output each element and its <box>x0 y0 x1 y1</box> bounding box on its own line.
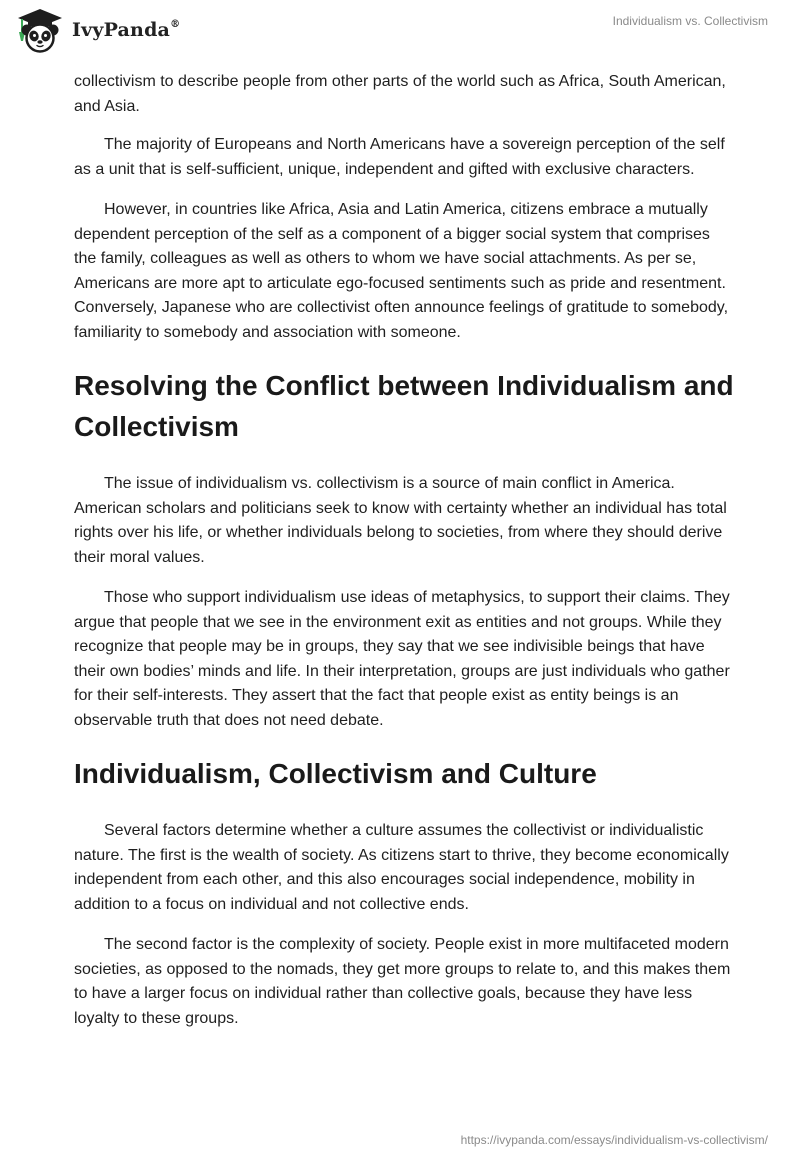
page-header <box>0 0 800 62</box>
paragraph: Several factors determine whether a culture assumes the collectivist or individualistic nature. The first is the wealth of society. As citizens start to thrive, they become economically independent from each other, and this also encourages social independence, mobility in addition to a focus on individual and not collective ends. <box>74 822 729 913</box>
section-heading-resolving-conflict: Resolving the Conflict between Individualism and Collectivism <box>74 370 734 442</box>
ivypanda-logo[interactable] <box>14 8 180 54</box>
paragraph: The majority of Europeans and North Americans have a sovereign perception of the self as a unit that is self-sufficient, unique, independent and gifted with exclusive characters. <box>74 136 725 178</box>
panda-graduate-icon <box>14 8 66 54</box>
section-heading-culture: Individualism, Collectivism and Culture <box>74 758 597 789</box>
paragraph: Those who support individualism use ideas of metaphysics, to support their claims. They argue that people that we see in the environment exit as entities and not groups. While they recognize that people may be in groups, they say that we see indivisible beings that have their own bodies’ minds and life. In their interpretation, groups are just individuals who gather for their self-interests. They assert that the fact that people exist as entity beings is an observable truth that does not need debate. <box>74 589 730 729</box>
essay-body <box>74 70 734 1047</box>
brand-text: IvyPanda <box>72 19 171 41</box>
paragraph-intro-continued: collectivism to describe people from other parts of the world such as Africa, South American, and Asia. <box>74 73 726 115</box>
trademark-symbol: ® <box>170 18 181 30</box>
document-title: Individualism vs. Collectivism <box>612 14 768 28</box>
paragraph: However, in countries like Africa, Asia and Latin America, citizens embrace a mutually dependent perception of the self as a component of a bigger social system that comprises the family, colleagues as well as others to whom we have social attachments. As per se, Americans are more apt to articulate ego-focused sentiments such as pride and resentment. Conversely, Japanese who are collectivist often announce feelings of gratitude to somebody, familiarity to somebody and association with someone. <box>74 201 729 341</box>
source-url[interactable]: https://ivypanda.com/essays/individualism-vs-collectivism/ <box>460 1133 768 1147</box>
paragraph: The issue of individualism vs. collectivism is a source of main conflict in America. American scholars and politicians seek to know with certainty whether an individual has total rights over his life, or whether individuals belong to societies, from where they should derive their moral values. <box>74 475 727 566</box>
paragraph: The second factor is the complexity of society. People exist in more multifaceted modern societies, as opposed to the nomads, they get more groups to relate to, and this makes them to have a larger focus on individual rather than collective goals, because they have less loyalty to these groups. <box>74 936 731 1027</box>
brand-name <box>72 19 180 41</box>
